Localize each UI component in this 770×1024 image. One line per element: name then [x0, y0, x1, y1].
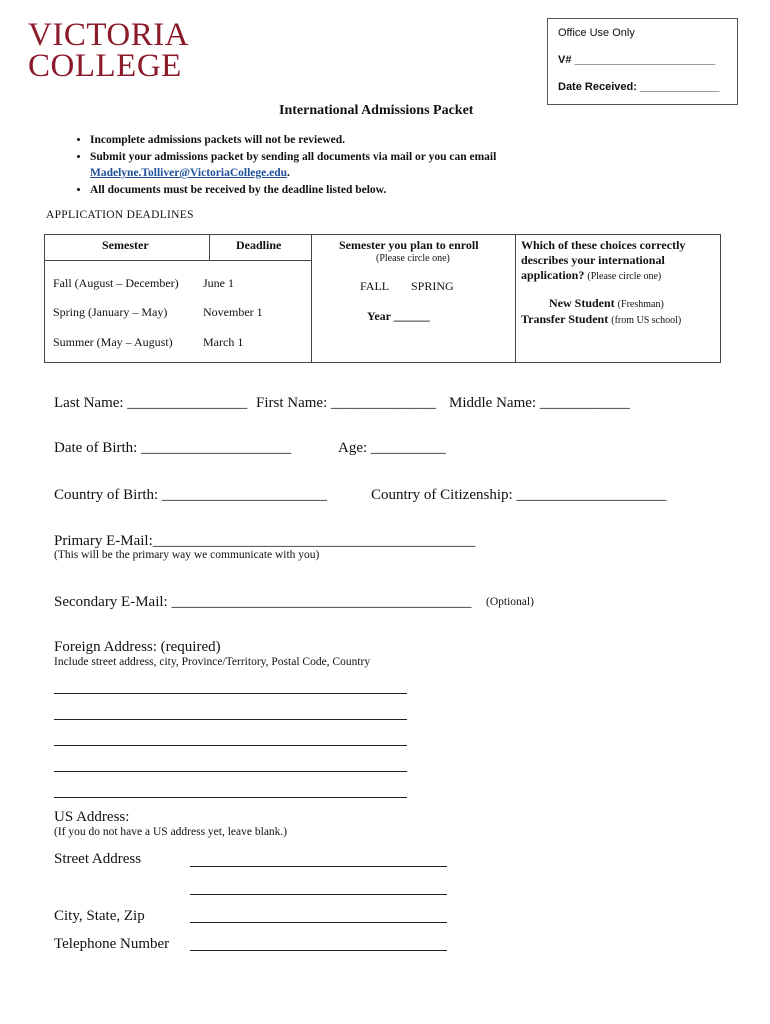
telephone-line[interactable] — [190, 950, 447, 951]
option-new-student[interactable]: New Student (Freshman) — [549, 296, 664, 310]
us-address-note: (If you do not have a US address yet, leave blank.) — [54, 826, 288, 838]
row-fall-semester: Fall (August – December) — [53, 276, 179, 290]
street-address-line-2[interactable] — [190, 894, 447, 895]
us-address-label: US Address: — [54, 809, 130, 825]
college-logo — [28, 17, 190, 84]
choice-title-3: application? (Please circle one) — [521, 268, 662, 282]
city-state-zip-label: City, State, Zip — [54, 908, 145, 924]
row-spring-semester: Spring (January – May) — [53, 305, 168, 319]
row-spring-deadline: November 1 — [203, 305, 263, 319]
optional-label: (Optional) — [486, 596, 534, 608]
primary-email-field[interactable]: Primary E-Mail:___________________________________________ — [54, 533, 476, 549]
street-address-line-1[interactable] — [190, 866, 447, 867]
col-deadline-header: Deadline — [236, 238, 282, 252]
country-of-citizenship-field[interactable]: Country of Citizenship: ____________________ — [371, 487, 667, 503]
logo-line-2: COLLEGE — [28, 48, 182, 84]
row-summer-semester: Summer (May – August) — [53, 335, 173, 349]
street-address-label: Street Address — [54, 851, 142, 867]
choice-title-2: describes your international — [521, 253, 665, 267]
option-spring[interactable]: SPRING — [411, 279, 454, 293]
secondary-email-field[interactable]: Secondary E-Mail: ________________________________________ — [54, 594, 472, 610]
country-of-birth-field[interactable]: Country of Birth: ______________________ — [54, 487, 327, 503]
enroll-note: (Please circle one) — [376, 253, 450, 264]
city-state-zip-line[interactable] — [190, 922, 447, 923]
bullet-incomplete: • Incomplete admissions packets will not be reviewed. — [90, 132, 610, 149]
option-transfer-student[interactable]: Transfer Student (from US school) — [521, 312, 682, 326]
year-field[interactable]: Year ______ — [367, 309, 430, 323]
foreign-address-line-1[interactable] — [54, 693, 407, 694]
age-field[interactable]: Age: __________ — [338, 440, 446, 456]
bullet-deadline: • All documents must be received by the deadline listed below. — [90, 182, 610, 199]
choice-title-1: Which of these choices correctly — [521, 238, 686, 252]
instructions-list — [50, 132, 610, 198]
foreign-address-line-5[interactable] — [54, 797, 407, 798]
office-use-box — [547, 18, 738, 105]
foreign-address-line-4[interactable] — [54, 771, 407, 772]
foreign-address-note: Include street address, city, Province/Territory, Postal Code, Country — [54, 656, 371, 668]
option-fall[interactable]: FALL — [360, 279, 390, 293]
email-link[interactable]: Madelyne.Tolliver@VictoriaCollege.edu — [90, 167, 288, 179]
deadlines-table — [44, 234, 721, 363]
enroll-title: Semester you plan to enroll — [339, 238, 479, 252]
page-title: International Admissions Packet — [279, 103, 474, 118]
row-fall-deadline: June 1 — [203, 276, 234, 290]
col-semester-header: Semester — [102, 238, 149, 252]
foreign-address-line-3[interactable] — [54, 745, 407, 746]
primary-email-note: (This will be the primary way we communicate with you) — [54, 549, 320, 561]
foreign-address-line-2[interactable] — [54, 719, 407, 720]
office-use-title: Office Use Only — [558, 27, 635, 39]
row-summer-deadline: March 1 — [203, 335, 244, 349]
deadlines-heading: APPLICATION DEADLINES — [46, 209, 194, 221]
first-name-field[interactable]: First Name: ______________ — [256, 395, 436, 411]
middle-name-field[interactable]: Middle Name: ____________ — [449, 395, 630, 411]
v-number-field[interactable]: V# _______________________ — [558, 54, 716, 66]
logo-line-1: VICTORIA — [28, 17, 190, 53]
foreign-address-label: Foreign Address: (required) — [54, 639, 221, 655]
last-name-field[interactable]: Last Name: ________________ — [54, 395, 248, 411]
telephone-label: Telephone Number — [54, 936, 170, 952]
bullet-submit: • Submit your admissions packet by sending all documents via mail or you can email Madelyne.Tolliver@VictoriaCollege.edu. — [90, 149, 610, 182]
date-of-birth-field[interactable]: Date of Birth: ____________________ — [54, 440, 292, 456]
date-received-field[interactable]: Date Received: _____________ — [558, 81, 720, 93]
